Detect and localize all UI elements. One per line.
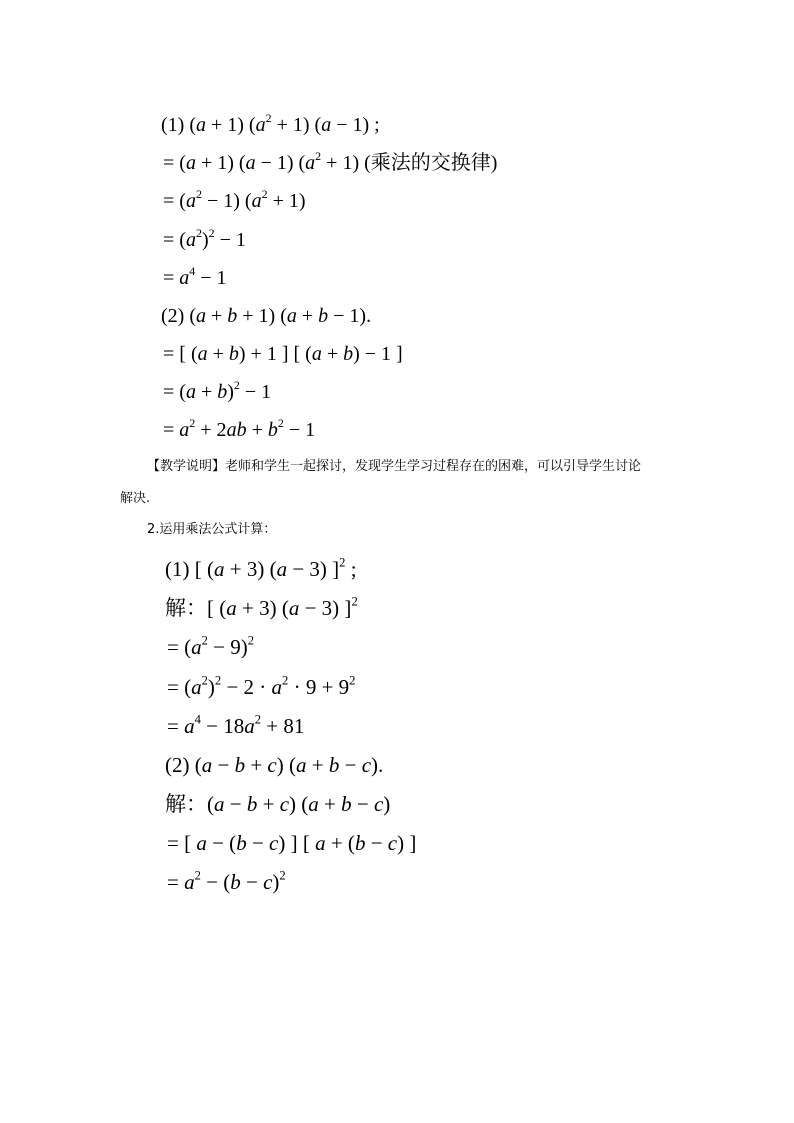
math-line-4: = $(a^2)^2 - 1$ (163, 226, 246, 251)
exercise-line-9: = $a^2 - (b - c)^2$ (167, 868, 286, 894)
swap-law-note: 乘法的交换律 (370, 152, 491, 174)
math-line-7: = [ (a + b) + 1 ] [ (a + b) − 1 ] (163, 343, 403, 365)
math-line-9: = $a^2 + 2ab + b^2 - 1$ (163, 416, 316, 441)
math-line-5: = $a^4 - 1$ (163, 264, 227, 289)
solution-label: 解： (165, 792, 207, 816)
exercise-line-7: 解：(a − b + c) (a + b − c) (165, 792, 391, 816)
math-line-6: (2) (a + b + 1) (a + b − 1). (161, 305, 372, 327)
teaching-note-line-1 (147, 460, 641, 473)
exercise-line-3: = $(a^2 - 9)^2$ (167, 633, 255, 659)
exercise-line-2: 解：[ (a + 3) (a − 3) ]$^2$ (165, 594, 358, 620)
exercise-line-5: = $a^4 - 18a^2 + 81$ (167, 712, 305, 738)
exercise-line-6: (2) (a − b + c) (a + b − c). (165, 753, 384, 777)
exercise-line-8: = [ a − (b − c) ] [ a + (b − c) ] (167, 831, 417, 855)
math-line-3: = $(a^2 - 1) (a^2 + 1)$ (163, 187, 306, 212)
math-line-8: = $(a + b)^2 - 1$ (163, 378, 272, 403)
teaching-note-line-2: 解决. (120, 491, 151, 506)
exercise-line-1: (1) [ (a + 3) (a − 3) ]$^2$ ; (165, 555, 357, 581)
solution-label: 解： (165, 596, 207, 620)
math-line-2: = (a + 1) (a − 1) $(a^2 + 1)$ (乘法的交换律) (163, 149, 498, 174)
exercise-2-title: 2.运用乘法公式计算： (147, 522, 277, 537)
teaching-note-text: 老师和学生一起探讨，发现学生学习过程存在的困难，可以引导学生讨论 (225, 459, 642, 474)
exercise-line-4: = $(a^2)^2 - 2 \cdot a^2 \cdot 9 + 9^2$ (167, 673, 356, 699)
teaching-note-label: 【教学说明】 (147, 459, 226, 474)
math-line-1: (1) (a + 1) $(a^2 + 1) (a - 1)$ ; (161, 111, 380, 136)
